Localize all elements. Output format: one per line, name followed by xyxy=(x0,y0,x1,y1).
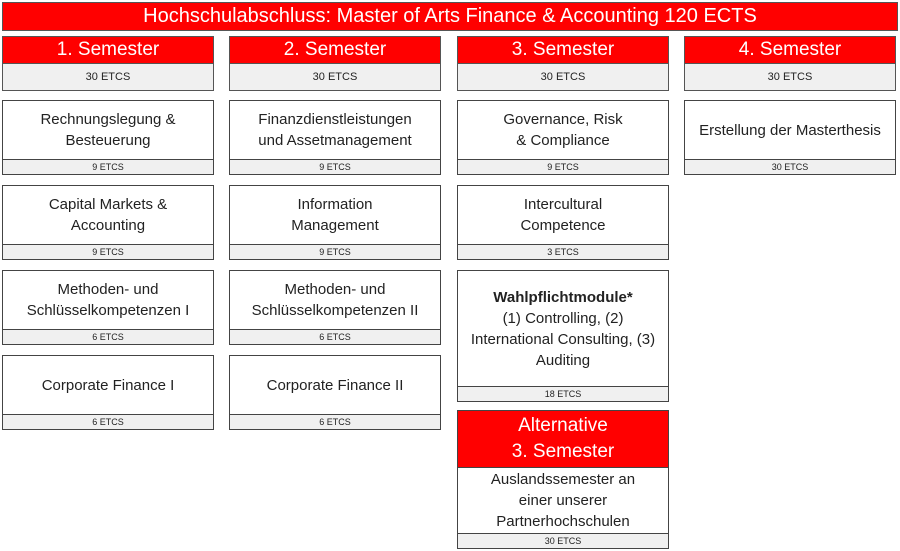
semester-header: 4. Semester xyxy=(684,36,896,64)
module-ects: 18 ETCS xyxy=(458,386,668,401)
module-text xyxy=(42,375,175,396)
module-text xyxy=(471,287,655,371)
module-line: Methoden- und xyxy=(57,281,159,298)
module-name xyxy=(685,101,895,159)
semester-header: 1. Semester xyxy=(2,36,214,64)
module-name xyxy=(230,186,440,244)
module-line: Rechnungslegung & xyxy=(40,111,176,128)
module-name xyxy=(230,356,440,414)
module-line: International Consulting, (3) xyxy=(470,330,656,348)
alternative-line: Auslandssemester an xyxy=(490,471,636,488)
module-text xyxy=(40,109,175,151)
module-ects: 30 ETCS xyxy=(685,159,895,174)
module-text xyxy=(267,375,404,396)
module-name xyxy=(230,271,440,329)
module-line: Corporate Finance I xyxy=(41,376,175,394)
module-text xyxy=(520,194,605,236)
module-box xyxy=(2,185,214,260)
alternative-header-line: Alternative xyxy=(518,415,608,436)
module-line: Capital Markets & xyxy=(48,196,168,213)
alternative-line: Partnerhochschulen xyxy=(496,513,630,530)
module-line: Information xyxy=(297,196,373,213)
module-line: Intercultural xyxy=(523,196,603,213)
module-box xyxy=(684,100,896,175)
module-box xyxy=(457,100,669,175)
module-ects: 9 ETCS xyxy=(3,159,213,174)
module-ects: 9 ETCS xyxy=(230,159,440,174)
module-name xyxy=(230,101,440,159)
module-box xyxy=(457,270,669,402)
module-name xyxy=(3,271,213,329)
module-ects: 6 ETCS xyxy=(230,414,440,429)
module-ects: 6 ETCS xyxy=(3,329,213,344)
module-line: Schlüsselkompetenzen II xyxy=(251,302,419,319)
semester-ects: 30 ETCS xyxy=(457,64,669,91)
module-line: Schlüsselkompetenzen I xyxy=(26,302,190,319)
module-line: Competence xyxy=(520,217,606,234)
module-name xyxy=(3,356,213,414)
module-box xyxy=(229,270,441,345)
module-text xyxy=(699,120,881,141)
module-name xyxy=(458,271,668,386)
semester-header: 3. Semester xyxy=(457,36,669,64)
module-ects: 9 ETCS xyxy=(3,244,213,259)
module-line: Management xyxy=(291,217,379,234)
semester-column-1 xyxy=(2,36,214,551)
module-box xyxy=(229,185,441,260)
module-line: Corporate Finance II xyxy=(266,376,404,394)
module-box xyxy=(457,185,669,260)
module-line: (1) Controlling, (2) xyxy=(502,309,624,327)
alternative-description xyxy=(458,468,668,533)
alternative-semester-box xyxy=(457,410,669,549)
module-line: Governance, Risk xyxy=(503,111,623,128)
module-category: Wahlpflichtmodule* xyxy=(493,288,633,306)
module-name xyxy=(3,101,213,159)
module-line: & Compliance xyxy=(516,132,610,149)
alternative-text xyxy=(491,469,635,532)
alternative-header xyxy=(458,411,668,468)
semester-ects: 30 ETCS xyxy=(229,64,441,91)
alternative-header-line: 3. Semester xyxy=(511,441,615,462)
semester-column-2 xyxy=(229,36,441,551)
module-ects: 6 ETCS xyxy=(3,414,213,429)
module-line: Besteuerung xyxy=(65,132,151,149)
semester-ects: 30 ETCS xyxy=(684,64,896,91)
module-line: und Assetmanagement xyxy=(258,132,412,149)
module-text xyxy=(252,279,419,321)
alternative-line: einer unserer xyxy=(518,492,608,509)
module-line: Accounting xyxy=(70,217,146,234)
module-box xyxy=(2,270,214,345)
alternative-ects: 30 ETCS xyxy=(458,533,668,548)
semester-column-4 xyxy=(684,36,896,551)
semester-header: 2. Semester xyxy=(229,36,441,64)
module-name xyxy=(458,101,668,159)
module-ects: 6 ETCS xyxy=(230,329,440,344)
module-box xyxy=(229,355,441,430)
module-box xyxy=(2,100,214,175)
module-ects: 3 ETCS xyxy=(458,244,668,259)
module-box xyxy=(229,100,441,175)
module-name xyxy=(3,186,213,244)
semester-ects: 30 ETCS xyxy=(2,64,214,91)
module-text xyxy=(27,279,190,321)
module-box xyxy=(2,355,214,430)
module-text xyxy=(291,194,379,236)
module-line: Erstellung der Masterthesis xyxy=(699,121,881,139)
module-text xyxy=(49,194,167,236)
module-line: Methoden- und xyxy=(284,281,386,298)
module-line: Auditing xyxy=(535,351,591,369)
module-text xyxy=(503,109,622,151)
module-name xyxy=(458,186,668,244)
module-text xyxy=(258,109,411,151)
degree-title: Hochschulabschluss: Master of Arts Finance & Accounting 120 ECTS xyxy=(2,2,898,31)
module-line: Finanzdienstleistungen xyxy=(258,111,412,128)
module-ects: 9 ETCS xyxy=(230,244,440,259)
module-ects: 9 ETCS xyxy=(458,159,668,174)
